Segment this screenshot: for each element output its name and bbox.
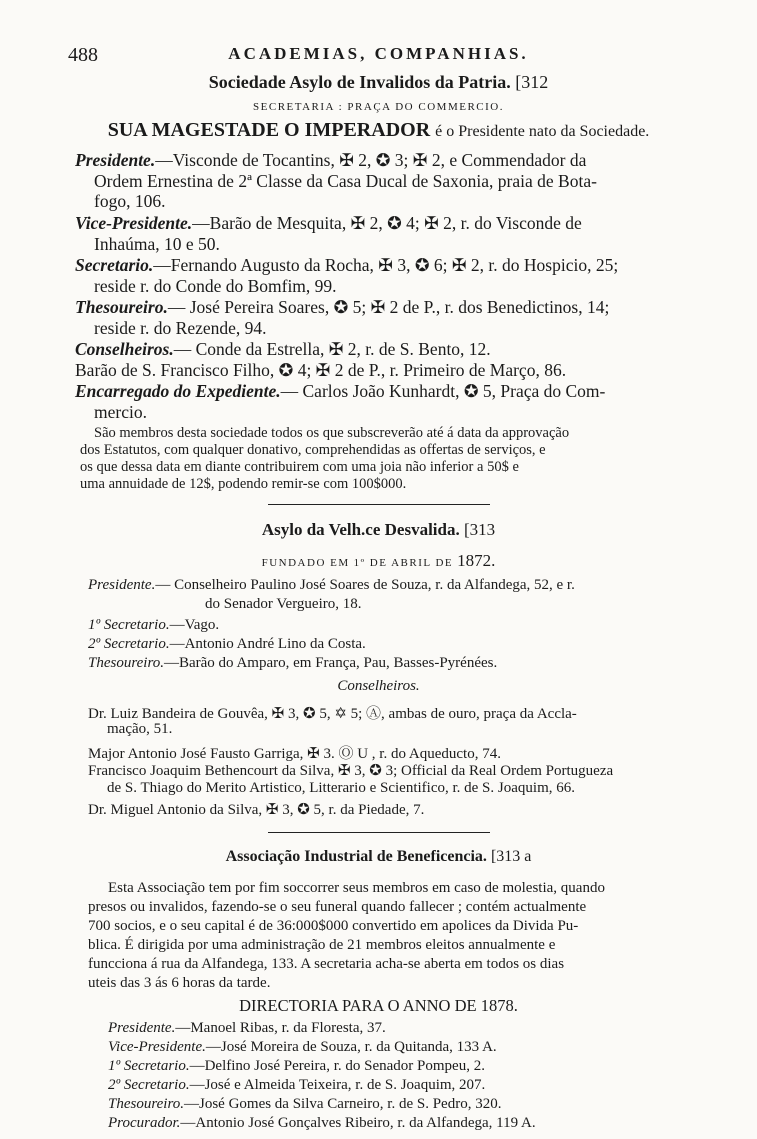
page-number: 488 [68, 44, 98, 66]
s2-presidente-entry: Presidente.— Conselheiro Paulino José Soares de Souza, r. da Alfandega, 52, e r. [88, 577, 575, 593]
s3-1-secretario: 1º Secretario.—Delfino José Pereira, r. do Senador Pompeu, 2. [108, 1058, 485, 1074]
associacao-paragraph: uteis das 3 ás 6 horas da tarde. [88, 975, 271, 991]
s2-2-secretario: 2º Secretario.—Antonio André Lino da Costa. [88, 636, 366, 652]
presidente-cont: fogo, 106. [94, 191, 166, 211]
s2-conselheiro: Dr. Luiz Bandeira de Gouvêa, ✠ 3, ✪ 5, ✡ 5; Ⓐ, ambas de ouro, praça da Accla- [88, 706, 577, 722]
secretario-entry: Secretario.—Fernando Augusto da Rocha, ✠ 3, ✪ 6; ✠ 2, r. do Hospicio, 25; [75, 255, 619, 275]
running-head: ACADEMIAS, COMPANHIAS. [228, 44, 529, 63]
associacao-paragraph: funcciona á rua da Alfandega, 133. A secretaria acha-se aberta em todos os dias [88, 956, 565, 972]
s2-thesoureiro: Thesoureiro.—Barão do Amparo, em França, Pau, Basses-Pyrénées. [88, 655, 498, 671]
membership-note: dos Estatutos, com qualquer donativo, comprehendidas as offertas de serviços, e [80, 442, 546, 458]
s3-procurador: Procurador.—Antonio José Gonçalves Ribeiro, r. da Alfandega, 119 A. [108, 1115, 536, 1131]
vice-presidente-entry: Vice-Presidente.—Barão de Mesquita, ✠ 2, ✪ 4; ✠ 2, r. do Visconde de [75, 213, 582, 233]
s2-conselheiro: Francisco Joaquim Bethencourt da Silva, ✠ 3, ✪ 3; Official da Real Ordem Portugueza [88, 763, 614, 779]
founded-line: FUNDADO EM 1º DE ABRIL DE 1872. [261, 551, 496, 570]
s3-thesoureiro: Thesoureiro.—José Gomes da Silva Carneiro, r. de S. Pedro, 320. [108, 1096, 502, 1112]
associacao-paragraph: Esta Associação tem por fim soccorrer seus membros em caso de molestia, quando [108, 880, 605, 896]
s2-1-secretario: 1º Secretario.—Vago. [88, 617, 220, 633]
conselheiro-barao: Barão de S. Francisco Filho, ✪ 4; ✠ 2 de P., r. Primeiro de Março, 86. [75, 360, 567, 380]
s2-conselheiro: Major Antonio José Fausto Garriga, ✠ 3. Ⓞ U , r. do Aqueducto, 74. [88, 746, 501, 762]
membership-note: São membros desta sociedade todos os que subscreverão até á data da approvação [94, 425, 570, 441]
emperor-line: SUA MAGESTADE O IMPERADOR é o Presidente nato da Sociedade. [107, 119, 650, 141]
vice-presidente-cont: Inhaúma, 10 e 50. [94, 234, 220, 254]
s3-2-secretario: 2º Secretario.—José e Almeida Teixeira, r. de S. Joaquim, 207. [108, 1077, 486, 1093]
associacao-paragraph: blica. É dirigida por uma administração de 21 membros eleitos annualmente e [88, 937, 556, 953]
section-title-asylo-invalidos: Sociedade Asylo de Invalidos da Patria. [312 [208, 72, 549, 92]
conselheiros-entry: Conselheiros.— Conde da Estrella, ✠ 2, r. de S. Bento, 12. [75, 339, 491, 359]
thesoureiro-entry: Thesoureiro.— José Pereira Soares, ✪ 5; ✠ 2 de P., r. dos Benedictinos, 14; [75, 297, 610, 317]
section-title-asylo-velhice: Asylo da Velh.ce Desvalida. [313 [261, 520, 496, 539]
directoria-heading: DIRECTORIA PARA O ANNO DE 1878. [239, 996, 518, 1015]
secretario-cont: reside r. do Conde do Bomfim, 99. [94, 276, 337, 296]
encarregado-entry: Encarregado do Expediente.— Carlos João Kunhardt, ✪ 5, Praça do Com- [75, 381, 606, 401]
membership-note: uma annuidade de 12$, podendo remir-se com 100$000. [80, 476, 407, 492]
secretaria-line: SECRETARIA : PRAÇA DO COMMERCIO. [253, 101, 504, 113]
associacao-paragraph: presos ou invalidos, fazendo-se o seu funeral quando fallecer ; contém actualmente [88, 899, 587, 915]
s2-conselheiro: Dr. Miguel Antonio da Silva, ✠ 3, ✪ 5, r. da Piedade, 7. [88, 802, 425, 818]
s3-vice-presidente: Vice-Presidente.—José Moreira de Souza, r. da Quitanda, 133 A. [108, 1039, 497, 1055]
associacao-paragraph: 700 socios, e o seu capital é de 36:000$000 convertido em apolices da Divida Pu- [88, 918, 579, 934]
section-title-associacao: Associação Industrial de Beneficencia. [313 a [225, 848, 532, 865]
s3-presidente: Presidente.—Manoel Ribas, r. da Floresta, 37. [108, 1020, 386, 1036]
s2-conselheiro-cont: mação, 51. [107, 721, 173, 737]
presidente-cont: Ordem Ernestina de 2ª Classe da Casa Ducal de Saxonia, praia de Bota- [94, 171, 597, 191]
s2-conselheiro-cont: de S. Thiago do Merito Artistico, Litterario e Scientifico, r. de S. Joaquim, 66. [107, 780, 575, 796]
section-divider [268, 832, 490, 833]
thesoureiro-cont: reside r. do Rezende, 94. [94, 318, 267, 338]
membership-note: os que dessa data em diante contribuirem com uma joia não inferior a 50$ e [80, 459, 519, 475]
section-divider [268, 504, 490, 505]
s2-presidente-cont: do Senador Vergueiro, 18. [205, 596, 362, 612]
encarregado-cont: mercio. [94, 402, 147, 422]
presidente-entry: Presidente.—Visconde de Tocantins, ✠ 2, ✪ 3; ✠ 2, e Commendador da [75, 150, 587, 170]
s2-conselheiros-heading: Conselheiros. [337, 678, 420, 694]
